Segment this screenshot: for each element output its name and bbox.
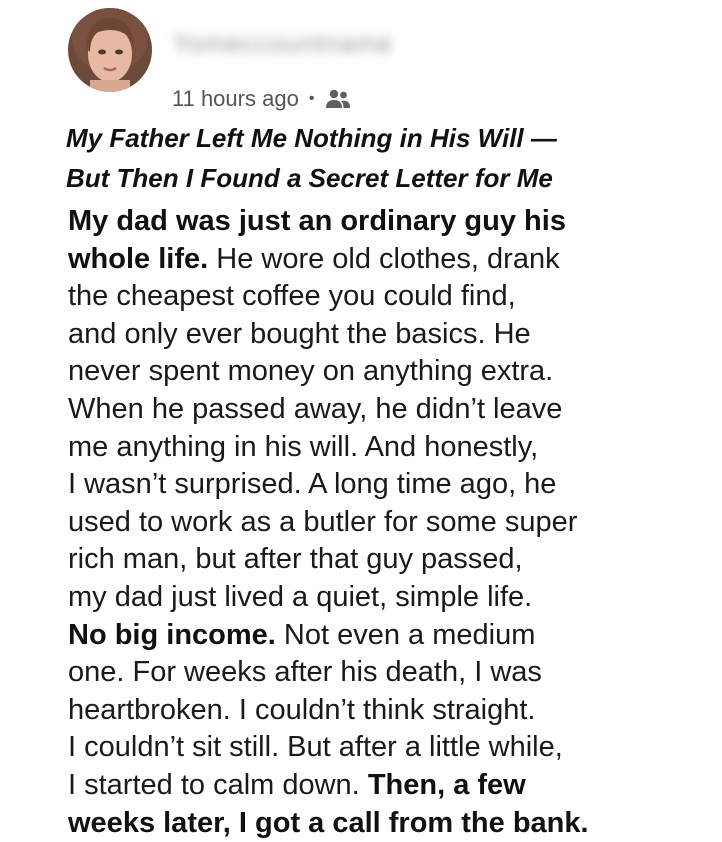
- body-text: I couldn’t sit still. But after a little while,: [68, 731, 563, 763]
- body-line: [68, 541, 708, 579]
- bold-text: weeks later, I got a call from the bank.: [68, 807, 589, 839]
- body-text: heartbroken. I couldn’t think straight.: [68, 694, 535, 726]
- bold-text: whole life.: [68, 243, 208, 275]
- title-line: My Father Left Me Nothing in His Will —: [66, 118, 706, 158]
- body-line: [68, 805, 708, 842]
- bold-text: No big income.: [68, 619, 276, 651]
- body-line: [68, 316, 708, 354]
- body-text: rich man, but after that guy passed,: [68, 543, 523, 575]
- body-text: I wasn’t surprised. A long time ago, he: [68, 468, 556, 500]
- body-line: [68, 692, 708, 730]
- body-line: [68, 203, 708, 241]
- body-line: [68, 278, 708, 316]
- body-text: When he passed away, he didn’t leave: [68, 393, 562, 425]
- body-line: [68, 353, 708, 391]
- bold-text: Then, a few: [368, 769, 526, 801]
- username[interactable]: Yomeccountname: [172, 28, 393, 59]
- avatar[interactable]: [68, 8, 152, 92]
- body-text: used to work as a butler for some super: [68, 506, 577, 538]
- people-icon[interactable]: [324, 88, 352, 110]
- title-line: But Then I Found a Secret Letter for Me: [66, 158, 706, 198]
- post-title: [66, 118, 706, 198]
- body-text: and only ever bought the basics. He: [68, 318, 531, 350]
- bold-text: My dad was just an ordinary guy his: [68, 205, 566, 237]
- body-text: me anything in his will. And honestly,: [68, 431, 538, 463]
- body-text: the cheapest coffee you could find,: [68, 280, 516, 312]
- meta-separator: •: [309, 90, 315, 108]
- body-text: Not even a medium: [276, 619, 536, 651]
- body-line: [68, 429, 708, 467]
- timestamp[interactable]: 11 hours ago: [172, 86, 299, 112]
- body-line: [68, 767, 708, 805]
- body-text: my dad just lived a quiet, simple life.: [68, 581, 532, 613]
- body-line: [68, 654, 708, 692]
- body-line: [68, 579, 708, 617]
- body-text: never spent money on anything extra.: [68, 355, 553, 387]
- post-meta: [172, 84, 352, 114]
- body-line: [68, 391, 708, 429]
- body-text: He wore old clothes, drank: [208, 243, 559, 275]
- body-line: [68, 729, 708, 767]
- body-text: one. For weeks after his death, I was: [68, 656, 542, 688]
- body-line: [68, 241, 708, 279]
- body-line: [68, 466, 708, 504]
- avatar-image: [68, 8, 152, 92]
- post-body: [68, 203, 708, 842]
- body-text: I started to calm down.: [68, 769, 368, 801]
- body-line: [68, 504, 708, 542]
- body-line: [68, 617, 708, 655]
